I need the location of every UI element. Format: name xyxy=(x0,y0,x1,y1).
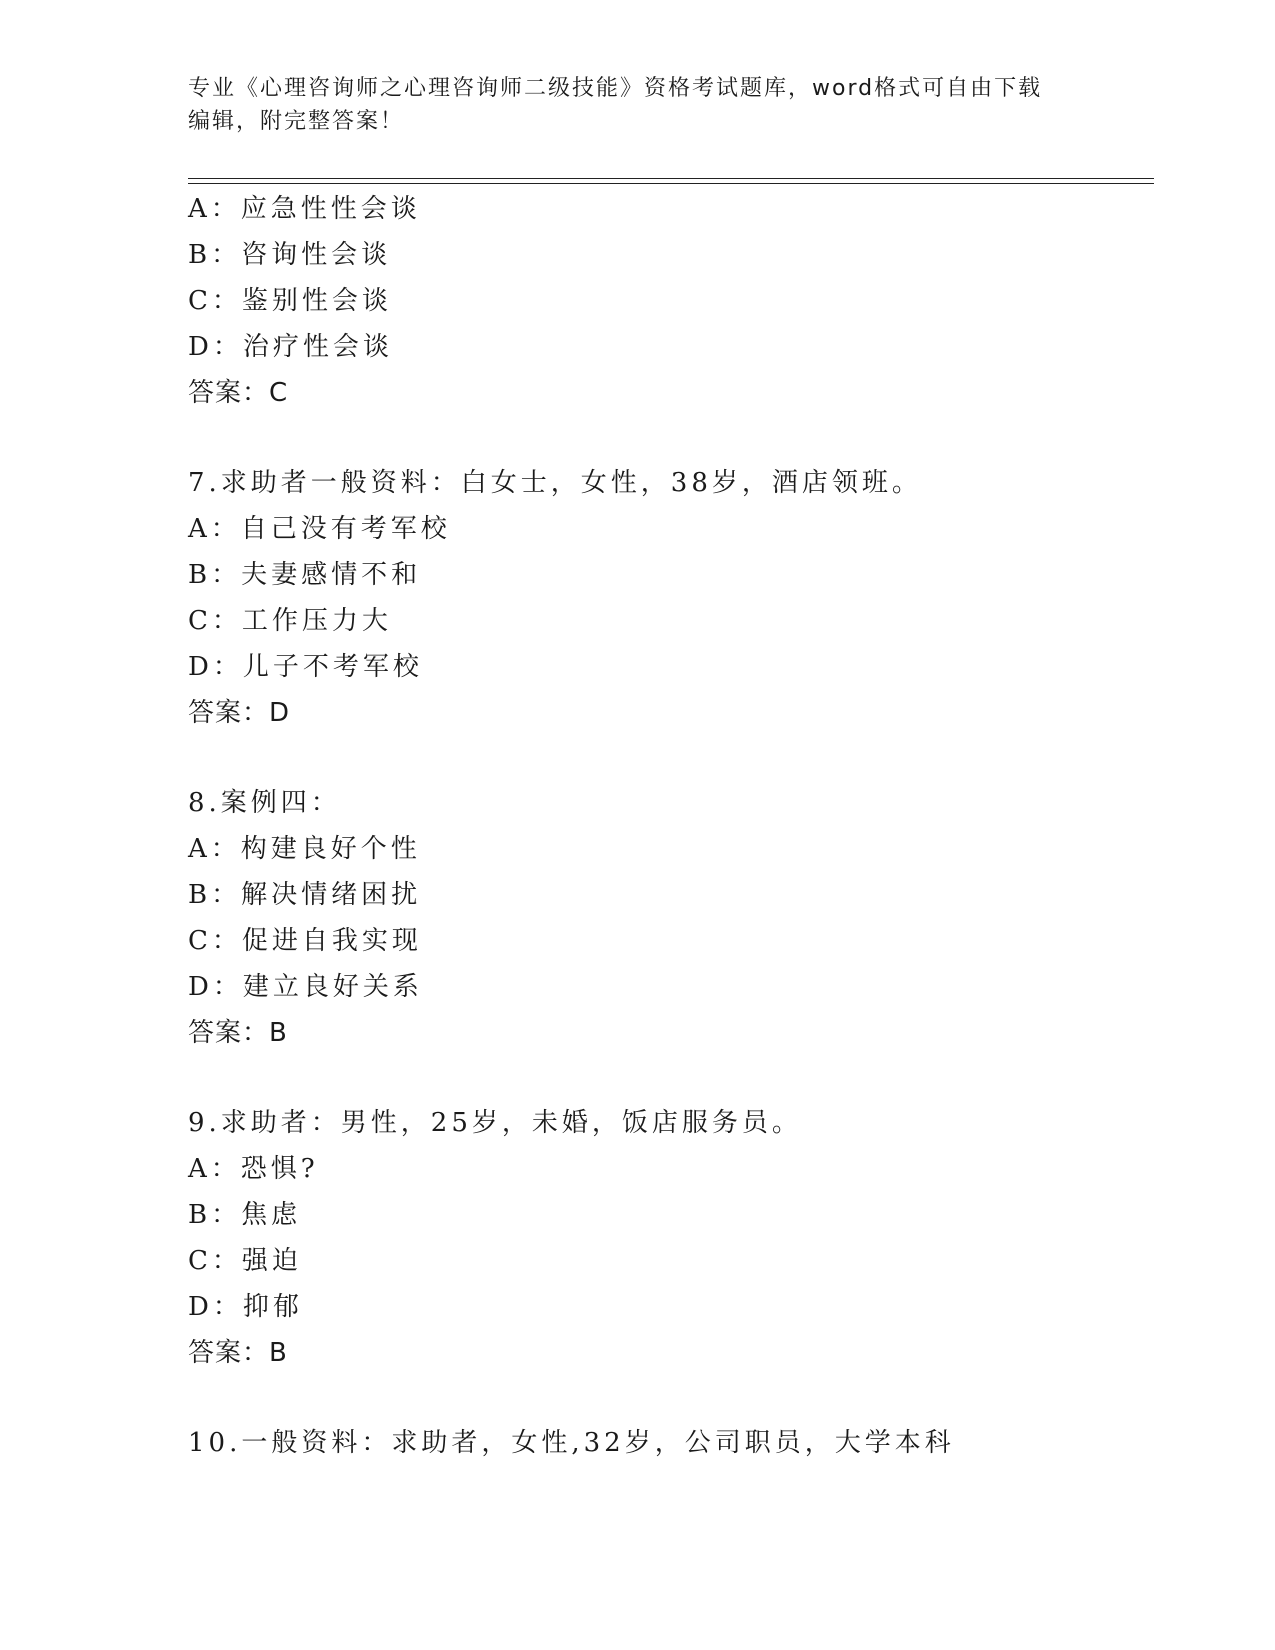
option-c: C：工作压力大 xyxy=(188,606,392,636)
header-rule-bottom xyxy=(188,183,1154,184)
question-9 xyxy=(188,1100,1138,1376)
header-line-2: 编辑，附完整答案！ xyxy=(188,109,405,134)
option-b: B：夫妻感情不和 xyxy=(188,560,422,590)
document-header xyxy=(188,72,1088,138)
option-a: A：恐惧? xyxy=(188,1154,319,1184)
answer: 答案：D xyxy=(188,698,291,728)
question-6 xyxy=(188,186,1138,416)
question-list xyxy=(188,186,1138,1466)
option-d: D：儿子不考军校 xyxy=(188,652,423,682)
answer: 答案：B xyxy=(188,1338,288,1368)
answer: 答案：C xyxy=(188,378,289,408)
option-a: A：构建良好个性 xyxy=(188,834,421,864)
option-c: C：促进自我实现 xyxy=(188,926,422,956)
option-b: B：解决情绪困扰 xyxy=(188,880,422,910)
question-text: 9.求助者：男性，25岁，未婚，饭店服务员。 xyxy=(188,1108,802,1138)
option-b: B：咨询性会谈 xyxy=(188,240,392,270)
option-c: C：强迫 xyxy=(188,1246,302,1276)
question-10 xyxy=(188,1420,1138,1466)
header-line-1: 专业《心理咨询师之心理咨询师二级技能》资格考试题库，word格式可自由下载 xyxy=(188,76,1043,101)
option-c: C：鉴别性会谈 xyxy=(188,286,392,316)
option-d: D：建立良好关系 xyxy=(188,972,423,1002)
option-d: D：抑郁 xyxy=(188,1292,303,1322)
answer: 答案：B xyxy=(188,1018,288,1048)
option-b: B：焦虑 xyxy=(188,1200,302,1230)
question-7 xyxy=(188,460,1138,736)
question-8 xyxy=(188,780,1138,1056)
question-text: 8.案例四： xyxy=(188,788,341,818)
option-a: A：自己没有考军校 xyxy=(188,514,451,544)
option-d: D：治疗性会谈 xyxy=(188,332,393,362)
question-text: 7.求助者一般资料：白女士，女性，38岁，酒店领班。 xyxy=(188,468,922,498)
option-a: A：应急性性会谈 xyxy=(188,194,421,224)
question-text: 10.一般资料：求助者，女性,32岁，公司职员，大学本科 xyxy=(188,1428,955,1458)
header-rule-top xyxy=(188,178,1154,179)
